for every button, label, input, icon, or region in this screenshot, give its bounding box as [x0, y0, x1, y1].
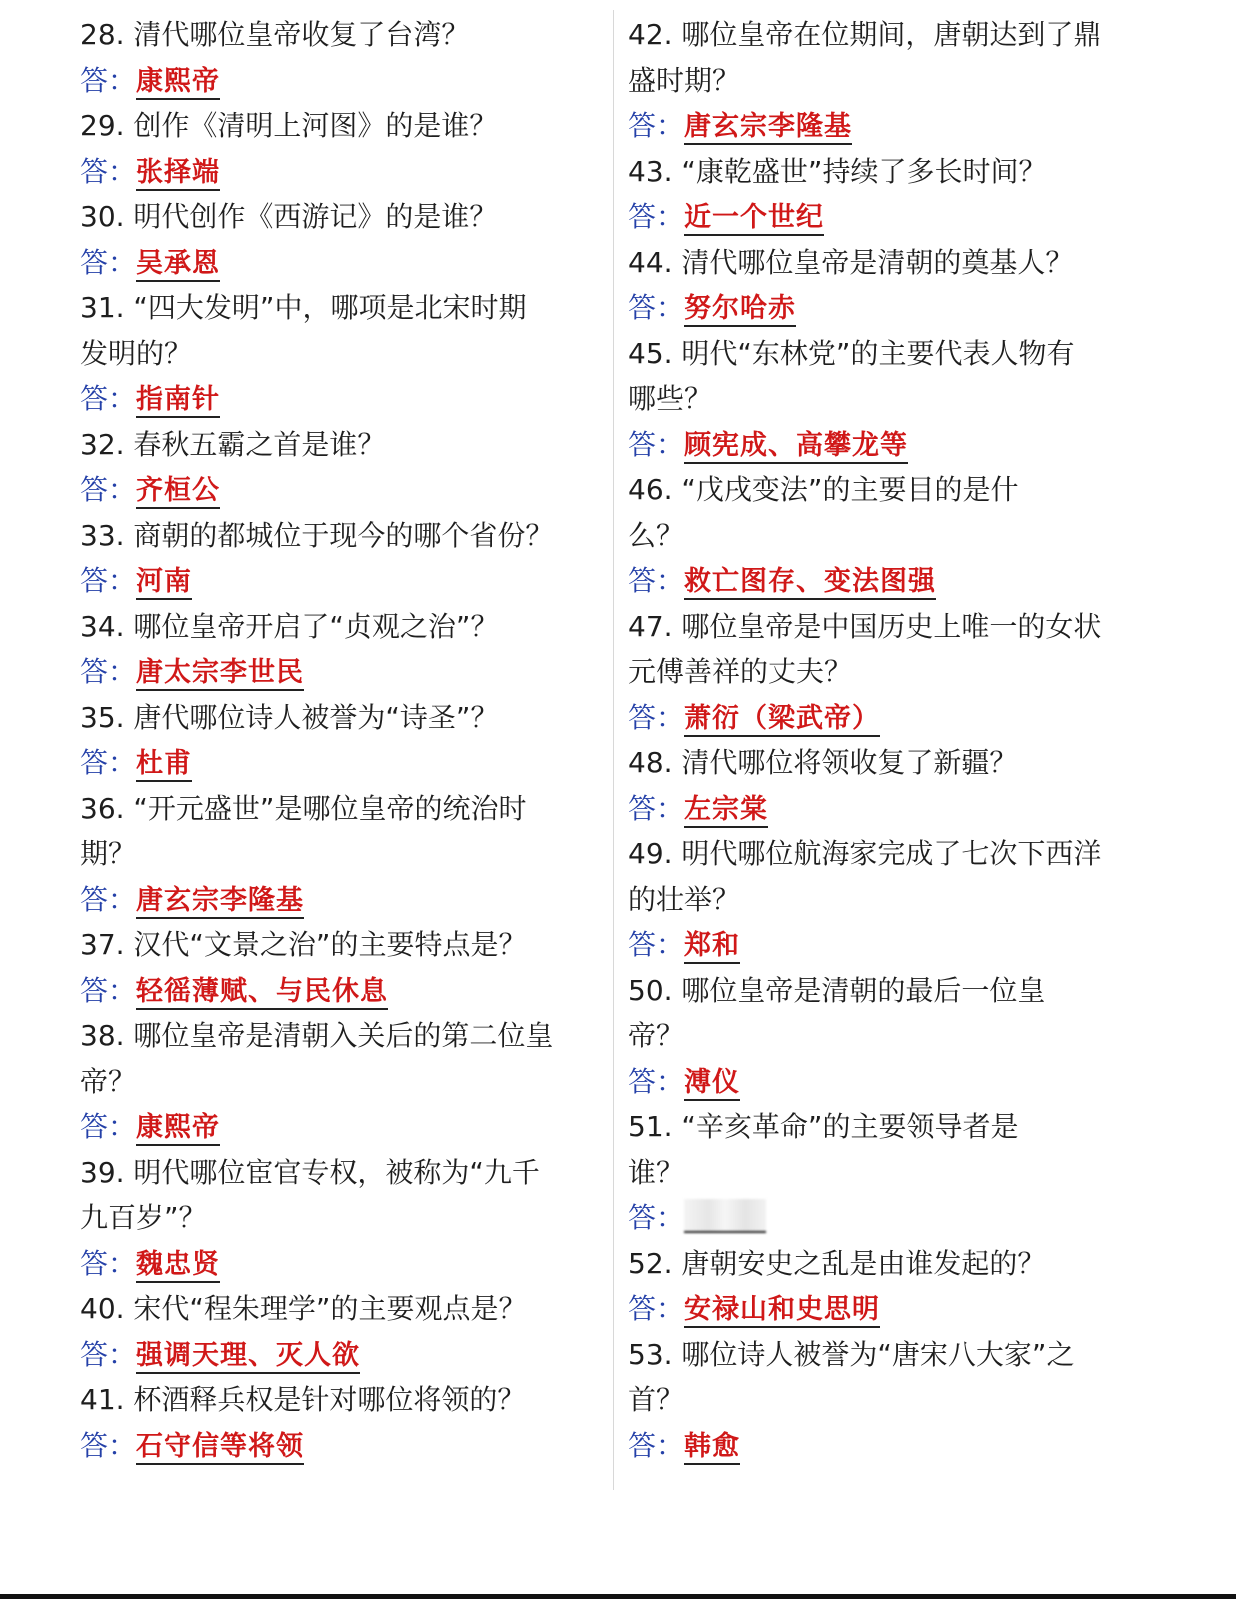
answer-text: 河南 [136, 566, 192, 600]
answer-label: 答： [628, 1428, 685, 1462]
answer-label: 答： [628, 200, 685, 233]
qa-item [80, 604, 595, 695]
answer-line [80, 1332, 595, 1378]
answer-line [80, 1241, 595, 1287]
answer-line [628, 922, 1148, 968]
question-line: 33. 商朝的都城位于现今的哪个省份？ [80, 518, 554, 552]
answer-line [80, 58, 595, 104]
left-column [80, 12, 595, 1468]
answer-line [628, 1195, 1148, 1241]
question-line: 元傅善祥的丈夫？ [628, 655, 853, 688]
qa-item [80, 786, 595, 923]
answer-text: 魏忠贤 [136, 1249, 220, 1283]
answer-line [80, 1423, 595, 1469]
answer-text: 唐玄宗李隆基 [684, 111, 852, 145]
qa-item [80, 1150, 595, 1287]
qa-item [628, 149, 1148, 240]
question-line: 47. 哪位皇帝是中国历史上唯一的女状 [628, 609, 1102, 643]
answer-text: 郑和 [684, 930, 740, 964]
qa-item [80, 1286, 595, 1377]
answer-text: 唐太宗李世民 [136, 657, 304, 691]
answer-text: 左宗棠 [684, 794, 768, 828]
question-line: 43. “康乾盛世”持续了多长时间？ [628, 154, 1047, 188]
right-column [628, 12, 1148, 1468]
answer-text: 韩愈 [684, 1431, 740, 1465]
question-line: 的壮举？ [628, 882, 741, 916]
answer-label: 答： [628, 1201, 685, 1234]
answer-label: 答： [628, 109, 685, 142]
question-line: 45. 明代“东林党”的主要代表人物有 [628, 336, 1075, 370]
question-line: 39. 明代哪位宦官专权，被称为“九千 [80, 1155, 540, 1189]
answer-label: 答： [80, 1428, 137, 1462]
answer-label: 答： [628, 291, 685, 324]
answer-line [80, 376, 595, 422]
answer-label: 答： [80, 746, 137, 779]
answer-label: 答： [80, 882, 137, 916]
answer-text: 溥仪 [684, 1067, 740, 1101]
answer-text: 齐桓公 [136, 475, 220, 509]
answer-label: 答： [80, 382, 137, 415]
question-line: 44. 清代哪位皇帝是清朝的奠基人？ [628, 245, 1074, 279]
answer-line [80, 558, 595, 604]
answer-line [80, 240, 595, 286]
qa-item [628, 12, 1148, 149]
answer-text: 顾宪成、高攀龙等 [684, 430, 908, 464]
qa-item [80, 1377, 595, 1468]
answer-label: 答： [80, 473, 137, 506]
answer-line [628, 285, 1148, 331]
question-line: 30. 明代创作《西游记》的是谁？ [80, 200, 498, 233]
question-line: 32. 春秋五霸之首是谁？ [80, 427, 386, 461]
question-line: 48. 清代哪位将领收复了新疆？ [628, 746, 1018, 779]
qa-item [628, 467, 1148, 604]
answer-line [628, 1286, 1148, 1332]
qa-item [628, 1332, 1148, 1469]
answer-line [628, 1423, 1148, 1469]
answer-label: 答： [80, 63, 137, 97]
question-line: 34. 哪位皇帝开启了“贞观之治”？ [80, 609, 499, 643]
answer-text: 强调天理、灭人欲 [136, 1340, 360, 1374]
answer-line [628, 194, 1148, 240]
answer-label: 答： [80, 154, 137, 188]
question-line: 35. 唐代哪位诗人被誉为“诗圣”？ [80, 700, 499, 734]
question-line: 帝？ [80, 1064, 137, 1098]
question-line: 51. “辛亥革命”的主要领导者是 [628, 1110, 1019, 1143]
question-line: 谁？ [628, 1155, 685, 1189]
answer-line [80, 649, 595, 695]
qa-item [628, 604, 1148, 741]
question-line: 28. 清代哪位皇帝收复了台湾？ [80, 18, 470, 51]
answer-label: 答： [628, 564, 685, 597]
qa-item [628, 831, 1148, 968]
question-line: 帝？ [628, 1019, 685, 1052]
question-line: 42. 哪位皇帝在位期间，唐朝达到了鼎 [628, 18, 1102, 51]
answer-text: 指南针 [136, 384, 220, 418]
question-line: 46. “戊戌变法”的主要目的是什 [628, 473, 1019, 506]
column-divider [613, 10, 614, 1490]
qa-item [628, 240, 1148, 331]
answer-line [628, 558, 1148, 604]
answer-line [80, 1104, 595, 1150]
qa-item [628, 1241, 1148, 1332]
answer-line [628, 786, 1148, 832]
question-line: 53. 哪位诗人被誉为“唐宋八大家”之 [628, 1337, 1075, 1371]
bottom-edge-rule [0, 1594, 1236, 1599]
question-line: 36. “开元盛世”是哪位皇帝的统治时 [80, 791, 527, 825]
question-line: 期？ [80, 837, 137, 870]
answer-line [628, 422, 1148, 468]
answer-label: 答： [80, 1246, 137, 1280]
qa-item [628, 968, 1148, 1105]
answer-text: 萧衍（梁武帝） [684, 703, 880, 737]
answer-line [80, 877, 595, 923]
answer-line [80, 467, 595, 513]
question-line: 37. 汉代“文景之治”的主要特点是？ [80, 928, 527, 961]
qa-item [80, 695, 595, 786]
answer-text: 救亡图存、变法图强 [684, 566, 936, 600]
qa-item [628, 331, 1148, 468]
answer-line [80, 968, 595, 1014]
answer-text: 石守信等将领 [136, 1431, 304, 1465]
answer-text: 康熙帝 [136, 66, 220, 100]
answer-text: 努尔哈赤 [684, 293, 796, 327]
question-line: 40. 宋代“程朱理学”的主要观点是？ [80, 1292, 527, 1325]
question-line: 31. “四大发明”中，哪项是北宋时期 [80, 291, 527, 324]
question-line: 发明的？ [80, 336, 193, 370]
question-line: 九百岁”？ [80, 1201, 207, 1234]
answer-label: 答： [628, 791, 685, 825]
answer-line [628, 1059, 1148, 1105]
question-line: 50. 哪位皇帝是清朝的最后一位皇 [628, 973, 1046, 1007]
qa-item [80, 12, 595, 103]
answer-text: 轻徭薄赋、与民休息 [136, 976, 388, 1010]
answer-label: 答： [628, 928, 685, 961]
blurred-answer [684, 1199, 766, 1233]
answer-label: 答： [628, 427, 685, 461]
answer-label: 答： [628, 1292, 685, 1325]
question-line: 么？ [628, 518, 685, 552]
question-line: 盛时期？ [628, 63, 741, 97]
question-line: 哪些？ [628, 382, 713, 415]
qa-item [80, 922, 595, 1013]
qa-item [80, 285, 595, 422]
answer-line [80, 740, 595, 786]
qa-item [80, 103, 595, 194]
answer-label: 答： [80, 245, 137, 279]
answer-text: 近一个世纪 [684, 202, 824, 236]
question-line: 首？ [628, 1383, 685, 1416]
answer-text: 唐玄宗李隆基 [136, 885, 304, 919]
answer-text: 安禄山和史思明 [684, 1294, 880, 1328]
qa-item [80, 422, 595, 513]
answer-label: 答： [628, 700, 685, 734]
answer-text: 康熙帝 [136, 1112, 220, 1146]
answer-label: 答： [80, 973, 137, 1007]
question-line: 52. 唐朝安史之乱是由谁发起的？ [628, 1246, 1046, 1280]
answer-label: 答： [80, 1337, 137, 1371]
qa-item [80, 1013, 595, 1150]
answer-text: 吴承恩 [136, 248, 220, 282]
answer-label: 答： [80, 1110, 137, 1143]
question-line: 38. 哪位皇帝是清朝入关后的第二位皇 [80, 1019, 554, 1052]
answer-text: 杜甫 [136, 748, 192, 782]
answer-line [80, 149, 595, 195]
answer-label: 答： [80, 564, 137, 597]
qa-item [80, 513, 595, 604]
qa-item [628, 1104, 1148, 1241]
question-line: 41. 杯酒释兵权是针对哪位将领的？ [80, 1383, 526, 1416]
answer-label: 答： [80, 655, 137, 688]
qa-item [80, 194, 595, 285]
answer-line [628, 695, 1148, 741]
answer-text: 张择端 [136, 157, 220, 191]
question-line: 29. 创作《清明上河图》的是谁？ [80, 109, 498, 142]
question-line: 49. 明代哪位航海家完成了七次下西洋 [628, 837, 1102, 870]
answer-label: 答： [628, 1064, 685, 1098]
qa-item [628, 740, 1148, 831]
answer-line [628, 103, 1148, 149]
